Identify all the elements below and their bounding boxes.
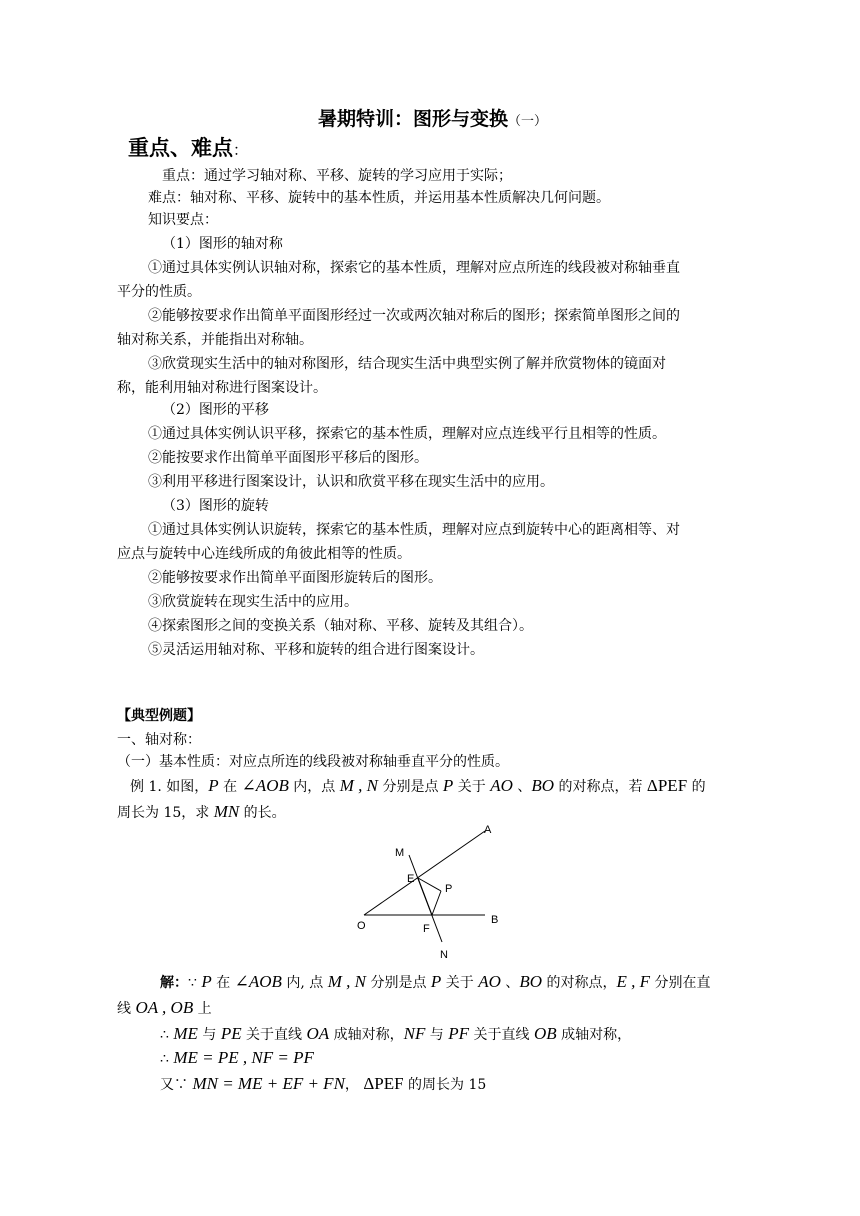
section-line: ②能够按要求作出简单平面图形经过一次或两次轴对称后的图形；探索简单图形之间的 xyxy=(148,308,680,324)
label-n: N xyxy=(440,949,448,961)
section-line: ⑤灵活运用轴对称、平移和旋转的组合进行图案设计。 xyxy=(148,642,484,658)
page-title xyxy=(318,106,547,135)
section-heading xyxy=(128,133,248,165)
section-title: （3）图形的旋转 xyxy=(162,498,269,514)
solution-line-5: 又∵ MN = ME + EF + FN， ΔPEF 的周长为 15 xyxy=(160,1074,487,1093)
title-sub: （一） xyxy=(508,114,548,129)
section-line: 应点与旋转中心连线所成的角彼此相等的性质。 xyxy=(117,546,411,562)
example-1-line-1: 例 1. 如图，P 在 ∠AOB 内，点 M , N 分别是点 P 关于 AO 、BO 的对称点，若 ΔPEF 的 xyxy=(130,776,706,795)
label-m: M xyxy=(395,847,405,859)
solution-line-4: ∴ ME = PE , NF = PF xyxy=(160,1048,314,1067)
solution-line-2: 线 OA , OB 上 xyxy=(117,998,212,1017)
examples-heading: 【典型例题】 xyxy=(117,708,201,724)
section-line: ③欣赏旋转在现实生活中的应用。 xyxy=(148,594,358,610)
section-line: 称，能利用轴对称进行图案设计。 xyxy=(117,380,327,396)
difficulty-line: 难点：轴对称、平移、旋转中的基本性质，并运用基本性质解决几何问题。 xyxy=(148,190,610,206)
property-line: （一）基本性质：对应点所连的线段被对称轴垂直平分的性质。 xyxy=(117,754,509,770)
section-line: ②能够按要求作出简单平面图形旋转后的图形。 xyxy=(148,570,442,586)
section-line: ③欣赏现实生活中的轴对称图形，结合现实生活中典型实例了解并欣赏物体的镜面对 xyxy=(148,356,666,372)
example-1-line-2: 周长为 15，求 MN 的长。 xyxy=(117,802,286,821)
geometry-figure xyxy=(350,818,510,966)
section-line: ①通过具体实例认识旋转，探索它的基本性质，理解对应点到旋转中心的距离相等、对 xyxy=(148,522,680,538)
section-title: （2）图形的平移 xyxy=(162,402,269,418)
solution-line-3: ∴ ME 与 PE 关于直线 OA 成轴对称，NF 与 PF 关于直线 OB 成轴对称， xyxy=(160,1024,632,1043)
heading-colon: ： xyxy=(233,141,249,159)
heading-text: 重点、难点 xyxy=(128,136,233,160)
label-b: B xyxy=(491,914,499,926)
focus-line: 重点：通过学习轴对称、平移、旋转的学习应用于实际； xyxy=(162,168,512,184)
label-o: O xyxy=(357,920,366,932)
title-main: 暑期特训：图形与变换 xyxy=(318,108,509,130)
part-heading: 一、轴对称： xyxy=(117,732,201,748)
segment-pf xyxy=(432,891,441,915)
knowledge-label: 知识要点： xyxy=(148,212,218,228)
section-line: ④探索图形之间的变换关系（轴对称、平移、旋转及其组合）。 xyxy=(148,618,533,634)
label-f: F xyxy=(423,923,430,935)
label-p: P xyxy=(445,883,453,895)
ray-oa xyxy=(364,831,485,915)
section-line: ③利用平移进行图案设计，认识和欣赏平移在现实生活中的应用。 xyxy=(148,474,554,490)
label-e: E xyxy=(407,873,415,885)
section-line: ②能按要求作出简单平面图形平移后的图形。 xyxy=(148,450,428,466)
section-line: 平分的性质。 xyxy=(117,284,201,300)
section-title: （1）图形的轴对称 xyxy=(162,236,283,252)
section-line: ①通过具体实例认识轴对称，探索它的基本性质，理解对应点所连的线段被对称轴垂直 xyxy=(148,260,680,276)
section-line: 轴对称关系，并能指出对称轴。 xyxy=(117,332,313,348)
label-a: A xyxy=(484,824,492,836)
segment-ef xyxy=(418,878,432,915)
section-line: ①通过具体实例认识平移，探索它的基本性质，理解对应点连线平行且相等的性质。 xyxy=(148,426,666,442)
solution-line-1: 解：∵ P 在 ∠AOB 内, 点 M , N 分别是点 P 关于 AO 、BO 的对称点，E , F 分别在直 xyxy=(160,972,711,991)
